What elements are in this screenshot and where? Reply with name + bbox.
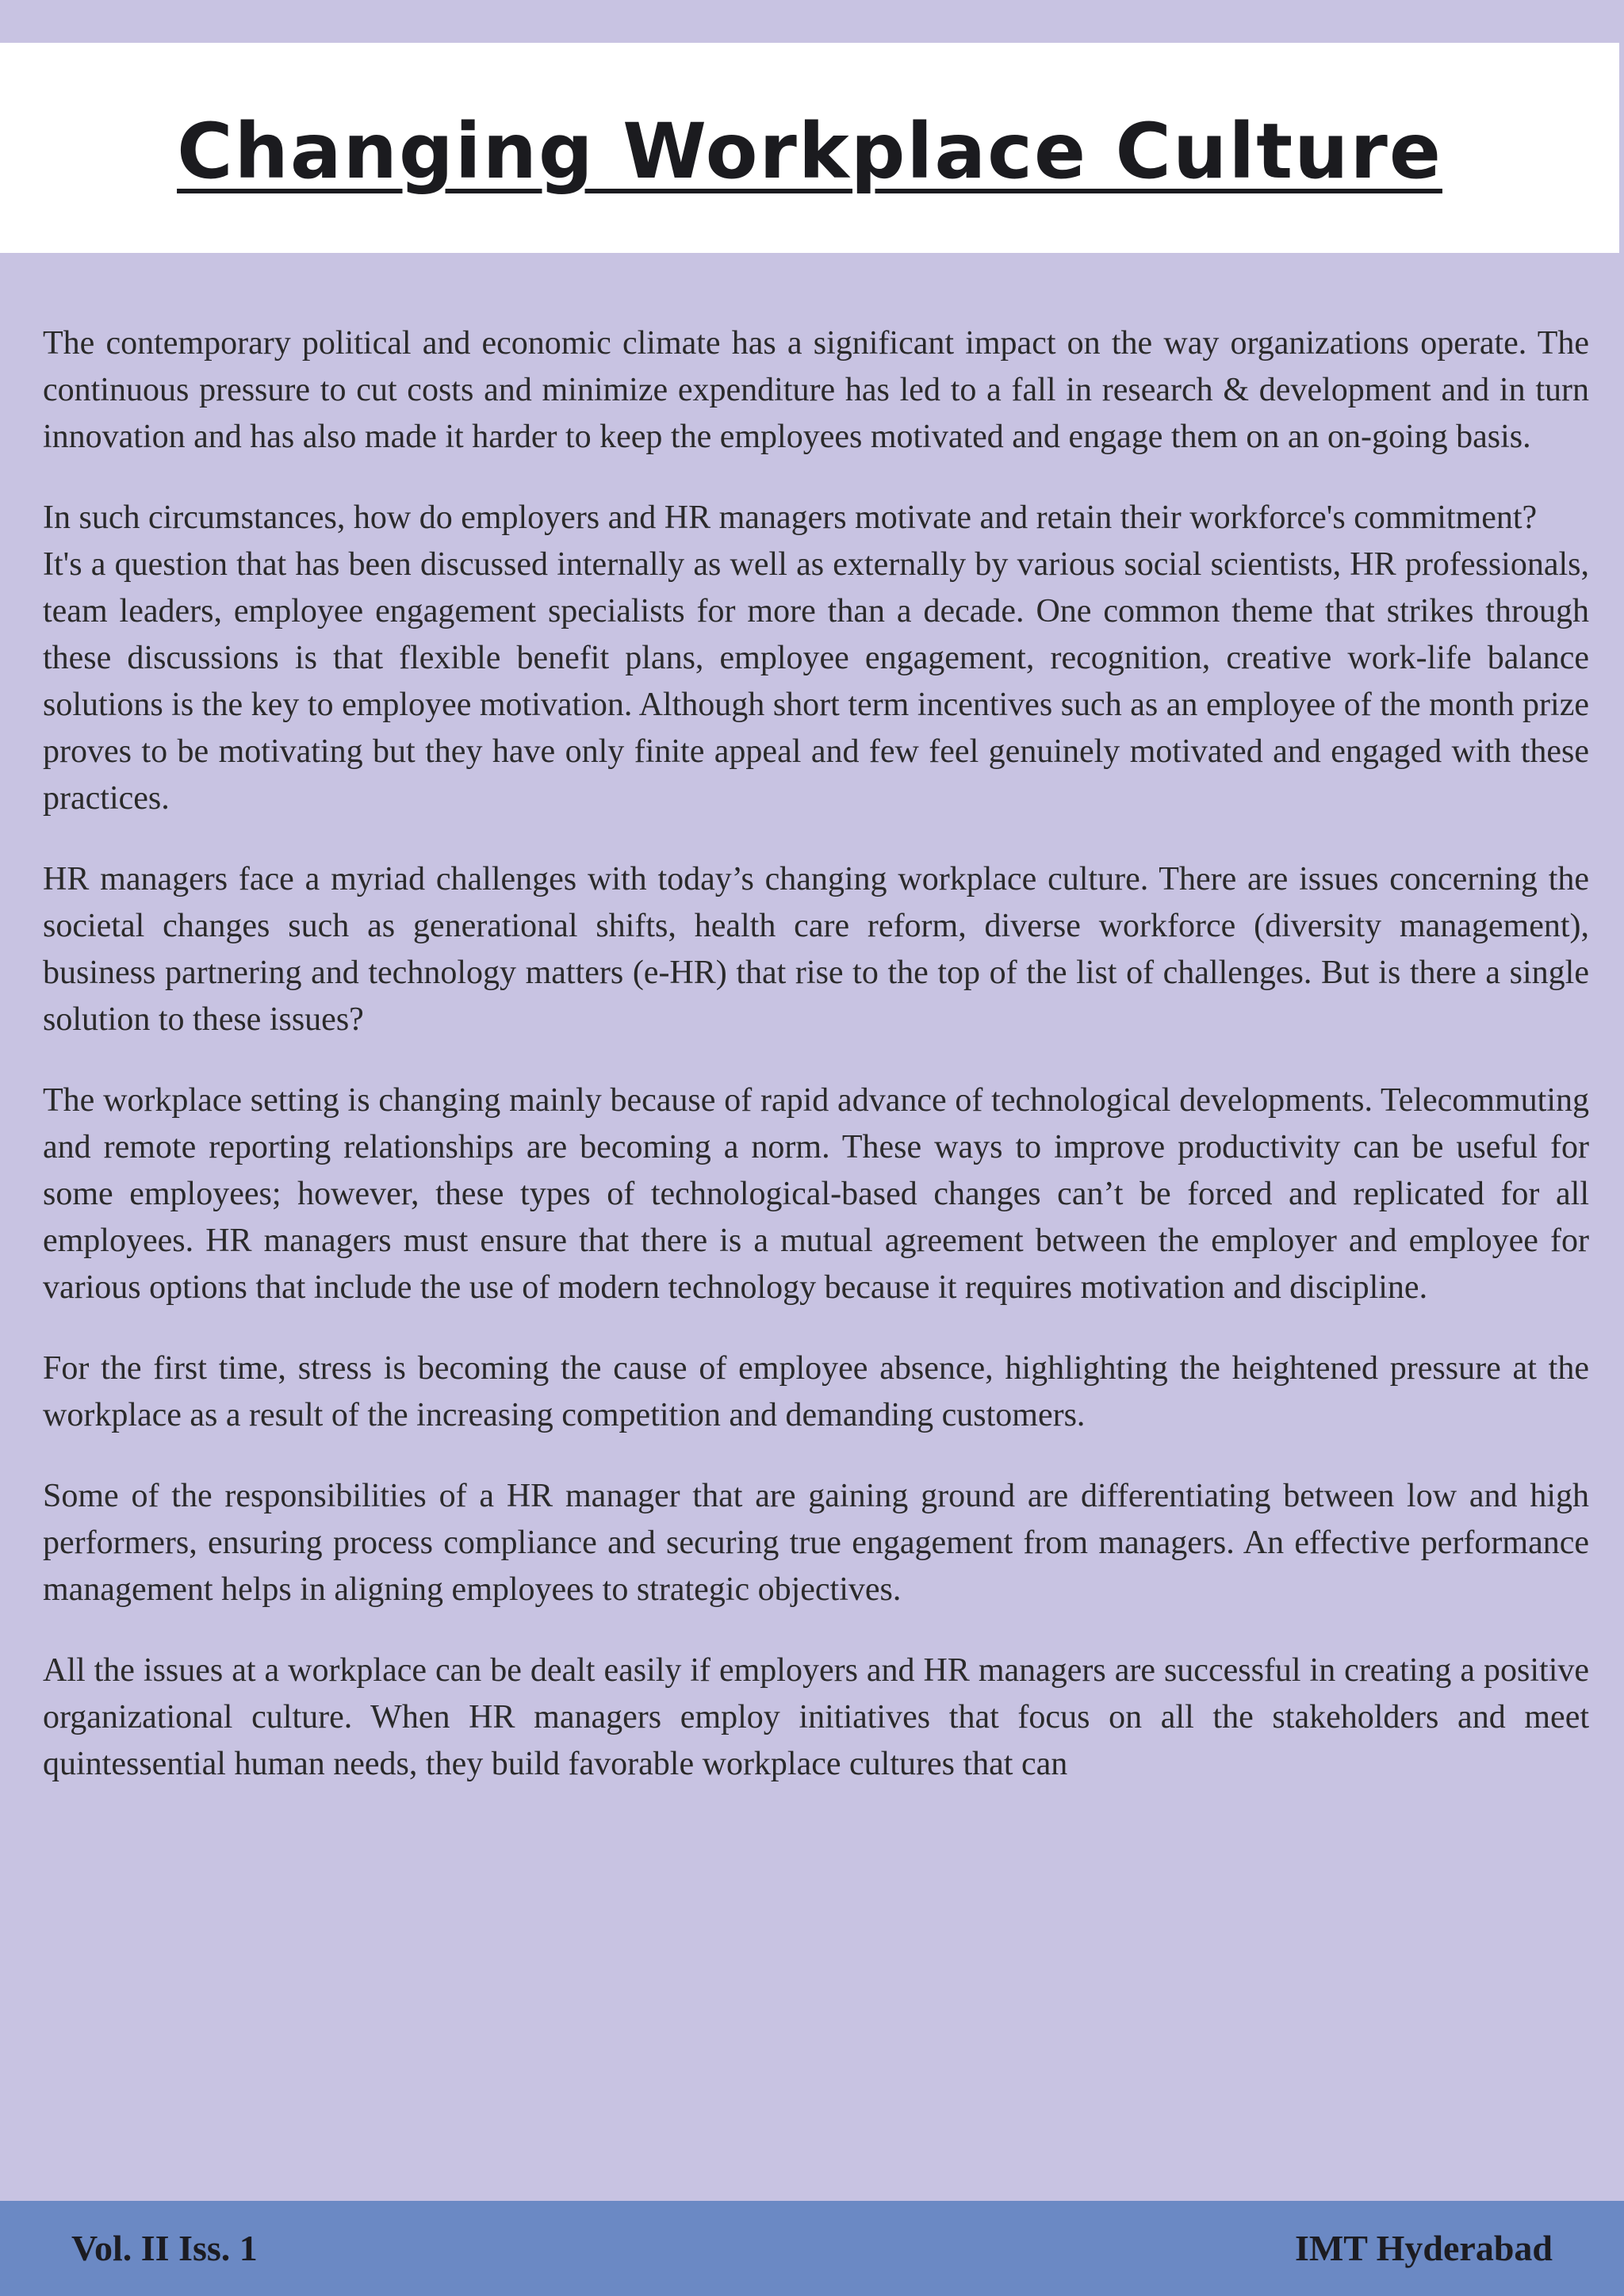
footer-bar bbox=[0, 2201, 1624, 2296]
paragraph: Some of the responsibilities of a HR manager that are gaining ground are differentiating between low and high performers, ensuring process compliance and securing true engagement from managers. An effective performance management helps in aligning employees to strategic objectives. bbox=[43, 1478, 1589, 1608]
paragraph: All the issues at a workplace can be dealt easily if employers and HR managers are successful in creating a positive organizational culture. When HR managers employ initiatives that focus on all the stakeholders and meet quintessential human needs, they build favorable workplace cultures that can bbox=[43, 1652, 1589, 1782]
paragraph: In such circumstances, how do employers and HR managers motivate and retain their workforce's commitment? bbox=[43, 499, 1538, 536]
paragraph: The workplace setting is changing mainly because of rapid advance of technological developments. Telecommuting and remote reporting relationships are becoming a norm. These ways to improve productivity can be useful for some employees; however, these types of technological-based changes can’t be forced and replicated for all employees. HR managers must ensure that there is a mutual agreement between the employer and employee for various options that include the use of modern technology because it requires motivation and discipline. bbox=[43, 1082, 1589, 1306]
article-body bbox=[43, 320, 1589, 1822]
paragraph: It's a question that has been discussed internally as well as externally by various social scientists, HR professionals, team leaders, employee engagement specialists for more than a decade. One common theme that strikes through these discussions is that flexible benefit plans, employee engagement, recognition, creative work-life balance solutions is the key to employee motivation. Although short term incentives such as an employee of the month prize proves to be motivating but they have only finite appeal and few feel genuinely motivated and engaged with these practices. bbox=[43, 546, 1589, 817]
publisher-label: IMT Hyderabad bbox=[1294, 2228, 1553, 2268]
title-banner bbox=[0, 43, 1619, 253]
paragraph: For the first time, stress is becoming the cause of employee absence, highlighting the heightened pressure at the workplace as a result of the increasing competition and demanding customers. bbox=[43, 1350, 1589, 1433]
paragraph: HR managers face a myriad challenges with today’s changing workplace culture. There are issues concerning the societal changes such as generational shifts, health care reform, diverse workforce (diversity management), business partnering and technology matters (e-HR) that rise to the top of the list of challenges. But is there a single solution to these issues? bbox=[43, 861, 1589, 1038]
paragraph: The contemporary political and economic climate has a significant impact on the way organizations operate. The continuous pressure to cut costs and minimize expenditure has led to a fall in research & development and in turn innovation and has also made it harder to keep the employees motivated and engage them on an on-going basis. bbox=[43, 325, 1589, 455]
issue-label: Vol. II Iss. 1 bbox=[71, 2228, 258, 2268]
page-title: Changing Workplace Culture bbox=[177, 106, 1442, 196]
